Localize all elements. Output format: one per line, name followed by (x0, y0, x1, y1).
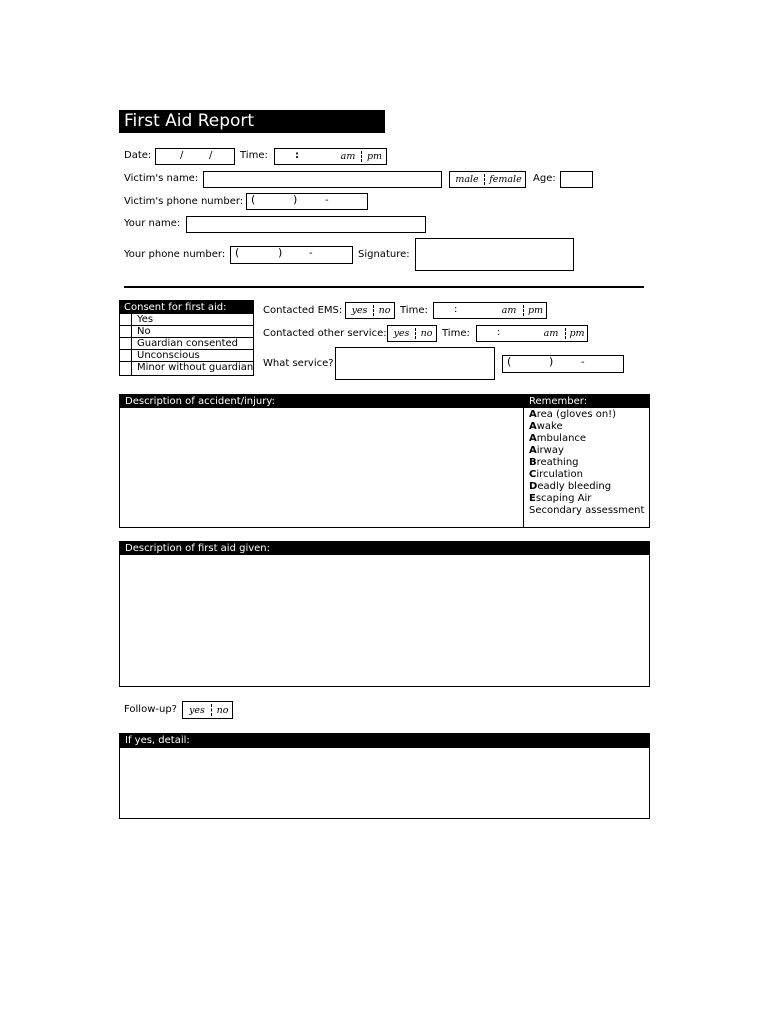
am-option[interactable]: am (501, 305, 517, 316)
contacted-ems-label: Contacted EMS: (263, 305, 343, 316)
remember-item: Circulation (529, 469, 583, 480)
followup-label: Follow-up? (124, 704, 177, 715)
remember-list (529, 409, 644, 517)
consent-option-label: Minor without guardian (137, 362, 254, 373)
ems-yes-no-field[interactable] (345, 302, 395, 319)
yes-option[interactable]: yes (393, 328, 410, 339)
followup-detail-section[interactable] (119, 733, 650, 819)
paren-open: ( (251, 193, 256, 206)
remember-item: Deadly bleeding (529, 481, 612, 492)
injury-section (119, 394, 650, 528)
phone-dash: - (325, 195, 329, 206)
yes-option[interactable]: yes (189, 704, 205, 716)
pm-option[interactable]: pm (527, 305, 544, 316)
first-aid-section[interactable] (119, 541, 650, 687)
other-time-field[interactable] (476, 325, 588, 342)
page-title: First Aid Report (119, 110, 385, 133)
phone-dash: - (309, 248, 313, 259)
remember-item: Ambulance (529, 433, 587, 444)
no-option[interactable]: no (420, 328, 433, 339)
your-name-label: Your name: (124, 218, 181, 229)
date-field[interactable] (155, 148, 235, 165)
female-option[interactable]: female (489, 174, 522, 185)
injury-header: Description of accident/injury: (120, 395, 524, 408)
remember-item: Breathing (529, 457, 579, 468)
male-option[interactable]: male (455, 174, 479, 185)
consent-option-label: Unconscious (137, 350, 200, 361)
consent-option-label: No (137, 326, 151, 337)
injury-description-field[interactable] (119, 407, 524, 528)
checkbox[interactable] (120, 314, 132, 325)
victim-name-label: Victim's name: (124, 173, 199, 184)
paren-close: ) (293, 193, 298, 206)
age-label: Age: (533, 173, 556, 184)
age-field[interactable] (560, 171, 593, 188)
victim-phone-field[interactable] (246, 193, 368, 210)
what-service-field[interactable] (335, 347, 495, 380)
gender-field[interactable] (449, 171, 526, 188)
your-phone-label: Your phone number: (124, 249, 226, 260)
no-option[interactable]: no (378, 305, 391, 316)
date-separator: / (209, 150, 213, 161)
what-service-label: What service? (263, 358, 334, 369)
checkbox[interactable] (120, 350, 132, 361)
remember-item: Escaping Air (529, 493, 592, 504)
date-separator: / (180, 150, 184, 161)
your-name-field[interactable] (186, 216, 426, 233)
ems-time-field[interactable] (433, 302, 547, 319)
time-colon: : (295, 150, 299, 161)
yes-option[interactable]: yes (351, 305, 368, 316)
paren-close: ) (549, 355, 554, 368)
time-field[interactable] (274, 148, 387, 165)
followup-yes-no-field[interactable] (182, 701, 233, 719)
checkbox[interactable] (120, 326, 132, 337)
time-label: Time: (240, 150, 268, 161)
remember-item: Secondary assessment (529, 505, 645, 516)
time-colon: : (454, 304, 458, 315)
remember-header: Remember: (524, 395, 649, 408)
consent-header: Consent for first aid: (120, 301, 253, 314)
phone-dash: - (581, 357, 585, 368)
ems-time-label: Time: (400, 305, 428, 316)
am-option[interactable]: am (340, 151, 356, 162)
service-phone-field[interactable] (502, 355, 624, 373)
signature-field[interactable] (415, 238, 574, 271)
date-label: Date: (124, 150, 152, 161)
checkbox[interactable] (120, 362, 132, 375)
section-divider (124, 286, 644, 288)
remember-item: Awake (529, 421, 563, 432)
signature-label: Signature: (358, 249, 410, 260)
paren-open: ( (507, 355, 512, 368)
remember-item: Area (gloves on!) (529, 409, 617, 420)
pm-option[interactable]: pm (569, 328, 585, 339)
remember-item: Airway (529, 445, 564, 456)
consent-option-label: Yes (137, 314, 154, 325)
consent-option-minor-without-guardian[interactable] (120, 362, 253, 375)
contacted-other-label: Contacted other service: (263, 328, 387, 339)
victim-name-field[interactable] (203, 171, 442, 188)
other-yes-no-field[interactable] (387, 325, 437, 342)
pm-option[interactable]: pm (366, 151, 383, 162)
followup-detail-header: If yes, detail: (120, 734, 649, 748)
time-colon: : (497, 327, 501, 338)
no-option[interactable]: no (216, 704, 229, 716)
am-option[interactable]: am (543, 328, 559, 339)
consent-option-label: Guardian consented (137, 338, 238, 349)
consent-table (119, 300, 254, 376)
paren-close: ) (278, 246, 283, 259)
checkbox[interactable] (120, 338, 132, 349)
victim-phone-label: Victim's phone number: (124, 196, 244, 207)
other-time-label: Time: (442, 328, 470, 339)
your-phone-field[interactable] (230, 246, 353, 264)
paren-open: ( (235, 246, 240, 259)
first-aid-header: Description of first aid given: (120, 542, 649, 555)
